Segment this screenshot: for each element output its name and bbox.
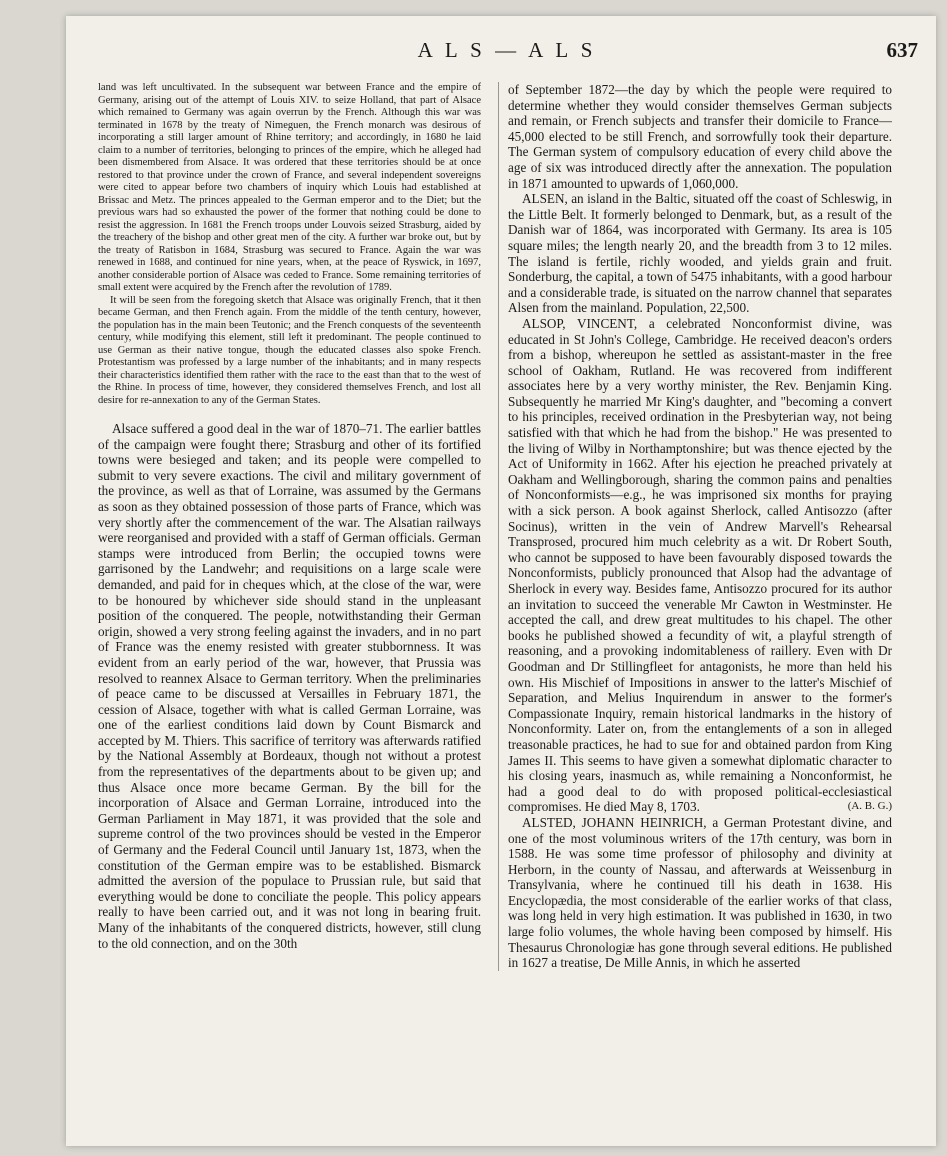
author-signature: (A. B. G.)	[847, 800, 892, 813]
running-title: A L S — A L S	[417, 38, 597, 62]
paragraph-alsace-history: land was left uncultivated. In the subsequent war between France and the empire of Germany, arising out of the attempt of Louis XIV. to seize Holland, that part of Alsace which remained to Germany was again overrun by the French. Although this war was terminated in 1678 by the treaty of Nimeguen, the French monarch was desirous of incorporating a still larger amount of Rhine territory; and accordingly, in 1680 he laid claim to a number of territories, belonging to princes of the empire, which he alleged had been dismembered from Alsace. It was ordered that these territories should be at once restored to that province under the crown of France, and several independent sovereigns were cited to appear before two chambers of inquiry which Louis had established at Brissac and Metz. The princes appealed to the German emperor and to the Diet; but the previous wars had so exhausted the power of the former that nothing could be done to resist the aggression. In 1681 the French troops under Louvois seized Strasburg, aided by the treachery of the bishop and other great men of the city. A further war broke out, but by the treaty of Ratisbon in 1684, Strasburg was secured to France. Again the war was renewed in 1688, and continued for nine years, when, at the peace of Ryswick, in 1697, another considerable portion of Alsace was ceded to France. Some remaining territories of small extent were acquired by the French after the revolution of 1789.	[98, 82, 481, 293]
page-number: 637	[886, 38, 918, 62]
entry-alsop-text: ALSOP, VINCENT, a celebrated Nonconformist divine, was educated in St John's College, Cambridge. He received deacon's orders from a bishop, whereupon he settled as assistant-master in the free school of Oakham, Rutland. He was recovered from indifferent associates here by a very worthy minister, the Rev. Benjamin King. Subsequently he married Mr King's daughter, and "becoming a convert to his principles, received ordination in the Presbyterian way, not being satisfied with that which he had from the bishop." He was presented to the living of Wilby in Northamptonshire; but was thence ejected by the Act of Uniformity in 1662. After his ejection he preached privately at Oakham and Wellingborough, sharing the common pains and penalties of Nonconformists—e.g., he was imprisoned six months for praying with a sick person. A book against Sherlock, called Antisozzo (after Socinus), written in the vein of Andrew Marvell's Rehearsal Transprosed, procured him much celebrity as a wit. Dr Robert South, who cannot be supposed to have been favourably disposed towards the Nonconformists, publicly pronounced that Alsop had the advantage of Sherlock in every way. Besides fame, Antisozzo procured for its author an invitation to succeed the venerable Mr Cawton in Westminster. He accepted the call, and drew great multitudes to his chapel. The other books he published showed a fecundity of wit, a playful strength of reasoning, and a provoking indomitableness of raillery. Even with Dr Goodman and Dr Stillingfleet for antagonists, he more than held his own. His Mischief of Impositions in answer to the latter's Mischief of Separation, and Melius Inquirendum in answer to the former's Compassionate Inquiry, remain historical landmarks in the history of Nonconformity. Later on, from the entanglements of a son in alleged treasonable practices, he had to sue for and obtained pardon from King James II. This seems to have given a somewhat diplomatic character to his closing years, inasmuch as, while remaining a Nonconformist, he had a good deal to do with proposed political-ecclesiastical compromises. He died May 8, 1703.	[508, 315, 892, 815]
entry-alsop	[508, 316, 892, 815]
entry-alsen: ALSEN, an island in the Baltic, situated off the coast of Schleswig, in the Little Belt. It formerly belonged to Denmark, but, as a result of the Danish war of 1864, was incorporated with Germany. Its area is 105 square miles; the length nearly 20, and the breadth from 3 to 12 miles. The island is fertile, richly wooded, and yields grain and fruit. Sonderburg, the capital, a town of 5475 inhabitants, with a good harbour and a considerable trade, is situated on the narrow channel that separates Alsen from the mainland. Population, 22,500.	[508, 191, 892, 316]
paragraph-alsace-origins: It will be seen from the foregoing sketch that Alsace was originally French, that it then became German, and then French again. From the middle of the tenth century, however, the population has in the main been Teutonic; and the French conquests of the seventeenth century, while modifying this element, still left it predominant. The people continued to use German as their native tongue, though the educated classes also spoke French. Protestantism was professed by a large number of the inhabitants; and in many respects their characteristics identified them rather with the race to the east than that to the west of the Rhine. In process of time, however, they considered themselves French, and lost all desire for re-annexation to any of the German States.	[98, 294, 481, 406]
paragraph-alsace-continued: of September 1872—the day by which the people were required to determine whether they would consider themselves German subjects and remain, or French subjects and transfer their domicile to France—45,000 elected to be still French, and sorrowfully took their departure. The German system of compulsory education of every child above the age of six was introduced directly after the annexation. The population in 1871 amounted to upwards of 1,060,000.	[508, 82, 892, 191]
paragraph-alsace-war: Alsace suffered a good deal in the war of 1870–71. The earlier battles of the campaign were fought there; Strasburg and other of its fortified towns were besieged and taken; and its people were compelled to submit to very severe exactions. The civil and military government of the province, as well as that of Lorraine, was assumed by the Germans as soon as they obtained possession of those parts of France, which was very shortly after the commencement of the war. The Alsatian railways were reorganised and provided with a staff of German officials. German stamps were introduced from Berlin; the occupied towns were garrisoned by the Landwehr; and requisitions on a large scale were demanded, and paid for in cheques which, at the close of the war, were to be honoured by whichever side should stand in the unpleasant position of the conquered. The people, notwithstanding their German origin, showed a very strong feeling against the invaders, and in no part of France was the enemy resisted with greater stubbornness. It was evident from an early period of the war, however, that Prussia was resolved to reannex Alsace to German territory. When the preliminaries of peace came to be discussed at Versailles in February 1871, the cession of Alsace, together with what is called German Lorraine, was one of the earliest conditions laid down by Count Bismarck and accepted by M. Thiers. This sacrifice of territory was afterwards ratified by the National Assembly at Bordeaux, though not without a protest from the representatives of the departments about to be given up; and thus Alsace once more became German. By the bill for the incorporation of Alsace and German Lorraine, introduced into the German Parliament in May 1871, it was provided that the sole and supreme control of the two provinces should be vested in the Emperor of Germany and the Federal Council until January 1st, 1873, when the constitution of the German empire was to be established. Bismarck admitted the aversion of the populace to Prussian rule, but said that everything would be done to conciliate the people. This policy appears really to have been carried out, and it was not long in bearing fruit. Many of the inhabitants of the conquered districts, however, still clung to the old connection, and on the 30th	[98, 421, 481, 951]
page-header	[92, 38, 922, 66]
right-column	[498, 82, 892, 971]
left-column	[98, 82, 481, 951]
entry-alsted: ALSTED, JOHANN HEINRICH, a German Protestant divine, and one of the most voluminous writers of the 17th century, was born in 1588. He was some time professor of philosophy and divinity at Herborn, in the county of Nassau, and afterwards at Weissenburg in Transylvania, where he continued till his death in 1638. His Encyclopædia, the most considerable of the earlier works of that class, was long held in very high estimation. It was published in 1630, in two large folio volumes, the whole having been composed by himself. His Thesaurus Chronologiæ has gone through several editions. He published in 1627 a treatise, De Mille Annis, in which he asserted	[508, 814, 892, 971]
book-page	[66, 16, 936, 1146]
